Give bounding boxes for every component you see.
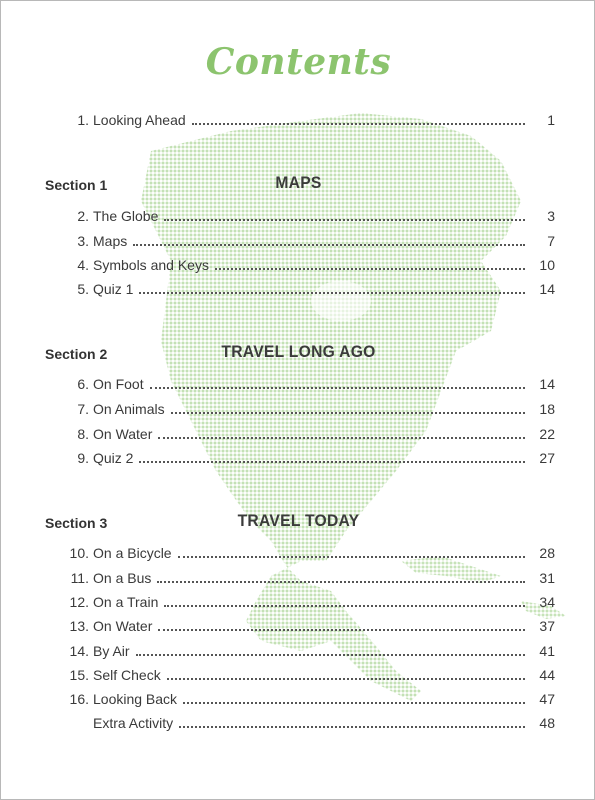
entry-page: 27 xyxy=(539,450,555,466)
toc-entry xyxy=(67,254,555,274)
entry-number: 1. xyxy=(77,112,89,128)
entry-page: 41 xyxy=(539,643,555,659)
entry-label: Looking Ahead xyxy=(93,112,186,128)
entry-number: 10. xyxy=(69,545,89,561)
dot-leader xyxy=(150,373,525,389)
entry-page: 37 xyxy=(539,618,555,634)
section-title: TRAVEL LONG AGO xyxy=(221,342,376,361)
entry-page: 28 xyxy=(539,545,555,561)
entry-label: The Globe xyxy=(93,208,159,224)
dot-leader xyxy=(158,615,525,631)
entry-page: 7 xyxy=(547,233,555,249)
entry-label: On a Bicycle xyxy=(93,545,172,561)
toc-entry xyxy=(67,423,555,443)
entry-page: 14 xyxy=(539,376,555,392)
entry-label: On Animals xyxy=(93,401,165,417)
entry-number: 6. xyxy=(77,376,89,392)
entry-page: 1 xyxy=(547,112,555,128)
dot-leader xyxy=(192,109,525,125)
entry-number: 12. xyxy=(69,594,89,610)
toc-entry xyxy=(67,373,555,393)
dot-leader xyxy=(139,447,525,463)
entry-label: Looking Back xyxy=(93,691,178,707)
entry-page: 10 xyxy=(539,257,555,273)
dot-leader xyxy=(179,712,525,728)
toc-entry xyxy=(67,230,555,250)
entry-page: 47 xyxy=(539,691,555,707)
toc-entry xyxy=(67,591,555,611)
entry-label: Quiz 1 xyxy=(93,281,134,297)
entry-page: 31 xyxy=(539,570,555,586)
toc-entry xyxy=(67,542,555,562)
entry-number: 3. xyxy=(77,233,89,249)
entry-page: 44 xyxy=(539,667,555,683)
toc-entry xyxy=(67,567,555,587)
dot-leader xyxy=(183,688,525,704)
dot-leader xyxy=(167,664,525,680)
entry-number: 2. xyxy=(77,208,89,224)
dot-leader xyxy=(215,254,525,270)
section-title: MAPS xyxy=(275,173,322,192)
dot-leader xyxy=(178,542,525,558)
entry-label: On Water xyxy=(93,618,153,634)
entry-page: 18 xyxy=(539,401,555,417)
entry-page: 3 xyxy=(547,208,555,224)
entry-label: Extra Activity xyxy=(93,715,174,731)
entry-label: On a Train xyxy=(93,594,159,610)
toc-entry xyxy=(67,205,555,225)
entry-number: 8. xyxy=(77,426,89,442)
entry-label: On Water xyxy=(93,426,153,442)
entry-number: 9. xyxy=(77,450,89,466)
section-title: TRAVEL TODAY xyxy=(237,511,360,530)
toc-entry xyxy=(67,615,555,635)
entry-number: 16. xyxy=(69,691,89,707)
entry-label: Symbols and Keys xyxy=(93,257,209,273)
entry-number: 5. xyxy=(77,281,89,297)
toc-entry xyxy=(67,447,555,467)
dot-leader xyxy=(133,230,525,246)
toc-entry xyxy=(67,688,555,708)
dot-leader xyxy=(164,591,525,607)
entry-number: 4. xyxy=(77,257,89,273)
toc-entry xyxy=(67,109,555,129)
entry-number: 15. xyxy=(69,667,89,683)
entry-page: 34 xyxy=(539,594,555,610)
entry-label: Quiz 2 xyxy=(93,450,134,466)
entry-label: On a Bus xyxy=(93,570,152,586)
toc-entry xyxy=(67,640,555,660)
dot-leader xyxy=(136,640,525,656)
entry-label: Self Check xyxy=(93,667,161,683)
entry-number: 14. xyxy=(69,643,89,659)
entry-number: 7. xyxy=(77,401,89,417)
entry-page: 14 xyxy=(539,281,555,297)
dot-leader xyxy=(157,567,525,583)
entry-label: On Foot xyxy=(93,376,144,392)
entry-page: 22 xyxy=(539,426,555,442)
entry-label: By Air xyxy=(93,643,130,659)
toc-entry xyxy=(67,664,555,684)
toc-entry xyxy=(67,712,555,732)
section-label: Section 1 xyxy=(45,177,108,193)
page-title: Contents xyxy=(205,41,392,83)
entry-label: Maps xyxy=(93,233,128,249)
entry-number: 13. xyxy=(69,618,89,634)
dot-leader xyxy=(139,278,525,294)
toc-entry xyxy=(67,278,555,298)
section-label: Section 2 xyxy=(45,346,108,362)
dot-leader xyxy=(164,205,525,221)
entry-number: 11. xyxy=(70,570,89,586)
toc-entry xyxy=(67,398,555,418)
section-label: Section 3 xyxy=(45,515,108,531)
dot-leader xyxy=(158,423,525,439)
entry-page: 48 xyxy=(539,715,555,731)
dot-leader xyxy=(171,398,525,414)
